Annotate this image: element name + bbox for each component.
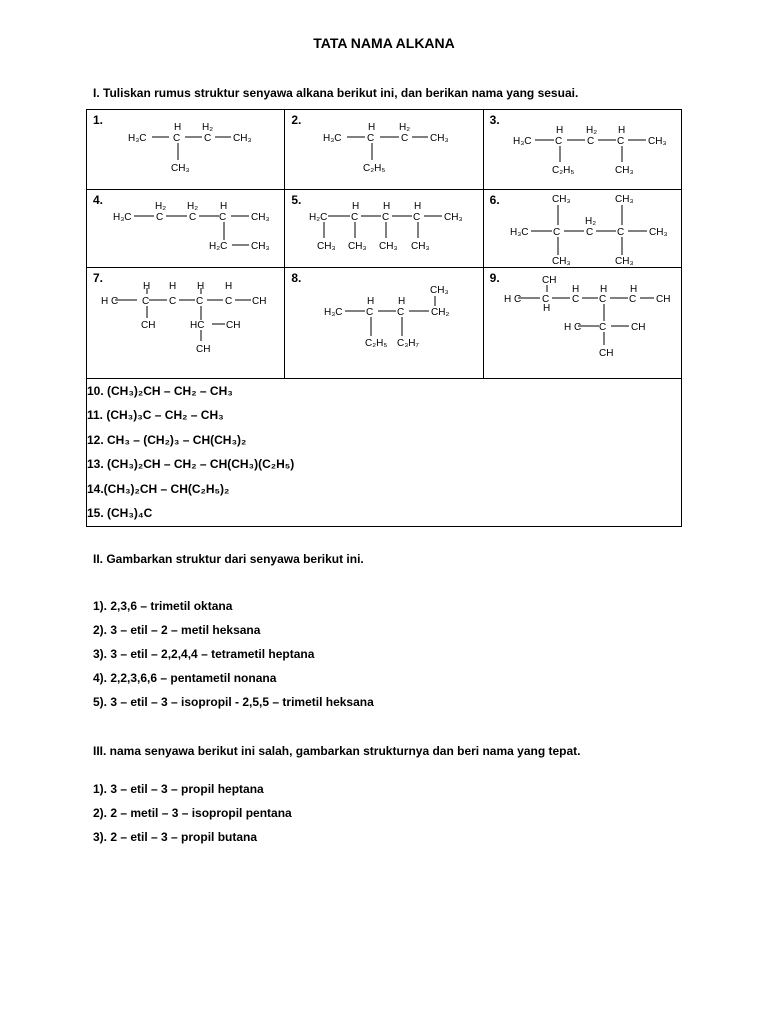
atom-label: H₂ [187,201,199,212]
atom-label: CH₃ [551,256,571,266]
atom-label: H [629,284,637,295]
atom-label: H [571,284,579,295]
list-item: 1). 2,3,6 – trimetil oktana [93,599,233,613]
atom-label: CH [226,320,241,331]
atom-label: CH₂ [431,307,450,318]
atom-label: H [599,284,607,295]
atom-label: C [169,296,177,307]
list-item: 1). 3 – etil – 3 – propil heptana [93,782,264,796]
atom-label: H [225,281,233,292]
atom-label: H₂ [585,125,597,136]
list-item: 5). 3 – etil – 3 – isopropil - 2,5,5 – trimetil heksana [93,695,374,709]
atom-label: H [414,201,422,212]
atom-label: CH₃ [430,133,449,144]
atom-label: C [367,133,375,144]
section-2-heading: II. Gambarkan struktur dari senyawa berikut ini. [93,552,364,566]
atom-label: CH [630,322,646,333]
structure-9 [484,268,682,377]
atom-label: H₂ [202,122,214,133]
formula-14: 14.(CH₃)₂CH – CH(C₂H₅)₂ [87,481,230,496]
atom-label: C [366,307,374,318]
atom-label: C [598,294,606,305]
atom-label: CH₃ [614,165,634,176]
structure-3 [484,110,682,188]
atom-label: C₂H₅ [551,165,575,176]
atom-label: H [383,201,391,212]
formula-15: 15. (CH₃)₄C [87,505,153,520]
atom-label: H [174,122,182,133]
atom-label: C [554,136,562,147]
atom-label: C [173,133,181,144]
atom-label: CH₃ [614,194,634,205]
atom-label: H₂ [155,201,167,212]
item-number: 4. [93,193,104,207]
structure-4 [87,190,283,266]
section-2-list [93,594,374,714]
structure-cell-6 [483,190,681,268]
page-title: TATA NAMA ALKANA [313,35,455,51]
atom-label: C [382,212,390,223]
atom-label: CH₃ [171,163,190,174]
item-number: 5. [291,193,302,207]
atom-label: CH [541,275,557,286]
atom-label: H [143,281,151,292]
exercise-table [86,109,682,527]
atom-label: C [219,212,227,223]
list-item: 4). 2,2,3,6,6 – pentametil nonana [93,671,277,685]
formula-13: 13. (CH₃)₂CH – CH₂ – CH(CH₃)(C₂H₅) [87,457,295,472]
formula-12: 12. CH₃ – (CH₂)₃ – CH(CH₃)₂ [87,432,247,447]
atom-label: H [542,303,550,314]
atom-label: H₂ [584,216,596,227]
atom-label: H [368,122,376,133]
atom-label: H₃C [128,133,147,144]
atom-label: C [401,133,409,144]
atom-label: H₃C [512,136,532,147]
item-number: 7. [93,271,104,285]
structure-cell-5 [285,190,483,268]
atom-label: C [196,296,204,307]
structure-6 [484,190,682,266]
structure-cell-7 [87,268,285,379]
atom-label: CH₃ [444,212,463,223]
atom-label: CH [252,296,267,307]
item-number: 3. [489,113,500,127]
atom-label: C [541,294,549,305]
section-3-list [93,777,292,849]
atom-label: CH₃ [379,241,398,252]
structure-cell-4 [87,190,285,268]
atom-label: H₃C [323,133,342,144]
atom-label: CH₃ [251,212,270,223]
atom-label: CH₃ [348,241,367,252]
item-number: 8. [291,271,302,285]
list-item: 2). 2 – metil – 3 – isopropil pentana [93,806,292,820]
list-item: 3). 2 – etil – 3 – propil butana [93,830,258,844]
atom-label: H C [503,294,521,305]
atom-label: CH₃ [647,136,667,147]
atom-label: H C [101,296,119,307]
atom-label: H [197,281,205,292]
atom-label: H₃C [509,227,529,238]
atom-label: CH [196,344,211,355]
atom-label: CH₃ [251,241,270,252]
atom-label: C [225,296,233,307]
atom-label: CH₃ [411,241,430,252]
structure-1 [87,110,283,188]
atom-label: H₃C [324,307,343,318]
atom-label: H₂C [209,241,228,252]
atom-label: C [585,227,593,238]
atom-label: H [352,201,360,212]
atom-label: CH₃ [648,227,668,238]
atom-label: H [169,281,177,292]
atom-label: C [189,212,197,223]
atom-label: CH₃ [317,241,336,252]
structure-cell-1 [87,110,285,190]
atom-label: C [598,322,606,333]
atom-label: CH [141,320,156,331]
atom-label: C [351,212,359,223]
atom-label: C [397,307,405,318]
list-item: 3). 3 – etil – 2,2,4,4 – tetrametil heptana [93,647,315,661]
structure-cell-3 [483,110,681,190]
formula-11: 11. (CH₃)₃C – CH₂ – CH₃ [87,408,224,423]
atom-label: C₃H₇ [397,338,420,349]
atom-label: C [586,136,594,147]
atom-label: C [156,212,164,223]
formula-10: 10. (CH₃)₂CH – CH₂ – CH₃ [87,384,233,398]
atom-label: CH₃ [614,256,634,266]
structure-cell-8 [285,268,483,379]
structure-5 [285,190,481,266]
atom-label: H [398,296,406,307]
section-1-heading: I. Tuliskan rumus struktur senyawa alkana berikut ini, dan berikan nama yang sesuai. [93,86,579,100]
structure-2 [285,110,481,188]
atom-label: C [204,133,212,144]
list-item: 2). 3 – etil – 2 – metil heksana [93,623,261,637]
atom-label: H [555,125,563,136]
atom-label: H [220,201,228,212]
atom-label: H₂C [309,212,328,223]
item-number: 2. [291,113,302,127]
atom-label: H₃C [113,212,132,223]
structure-7 [87,268,283,377]
atom-label: CH₃ [551,194,571,205]
item-number: 1. [93,113,104,127]
atom-label: H [367,296,375,307]
atom-label: C [142,296,150,307]
item-number: 9. [489,271,500,285]
atom-label: H [617,125,625,136]
atom-label: HC [190,320,205,331]
structure-cell-9 [483,268,681,379]
atom-label: C [616,227,624,238]
atom-label: C₂H₅ [365,338,388,349]
atom-label: H₂ [399,122,411,133]
atom-label: CH [655,294,671,305]
atom-label: CH₃ [430,285,449,296]
section-3-heading: III. nama senyawa berikut ini salah, gambarkan strukturnya dan beri nama yang tepat. [93,744,581,758]
item-number: 6. [489,193,500,207]
atom-label: C [628,294,636,305]
atom-label: H C [563,322,581,333]
structure-cell-2 [285,110,483,190]
atom-label: C [413,212,421,223]
structure-8 [285,268,481,377]
atom-label: C [552,227,560,238]
condensed-formulas-cell [87,379,682,527]
atom-label: CH [598,348,614,359]
atom-label: CH₃ [233,133,252,144]
atom-label: C₂H₅ [363,163,386,174]
atom-label: C [571,294,579,305]
atom-label: C [616,136,624,147]
